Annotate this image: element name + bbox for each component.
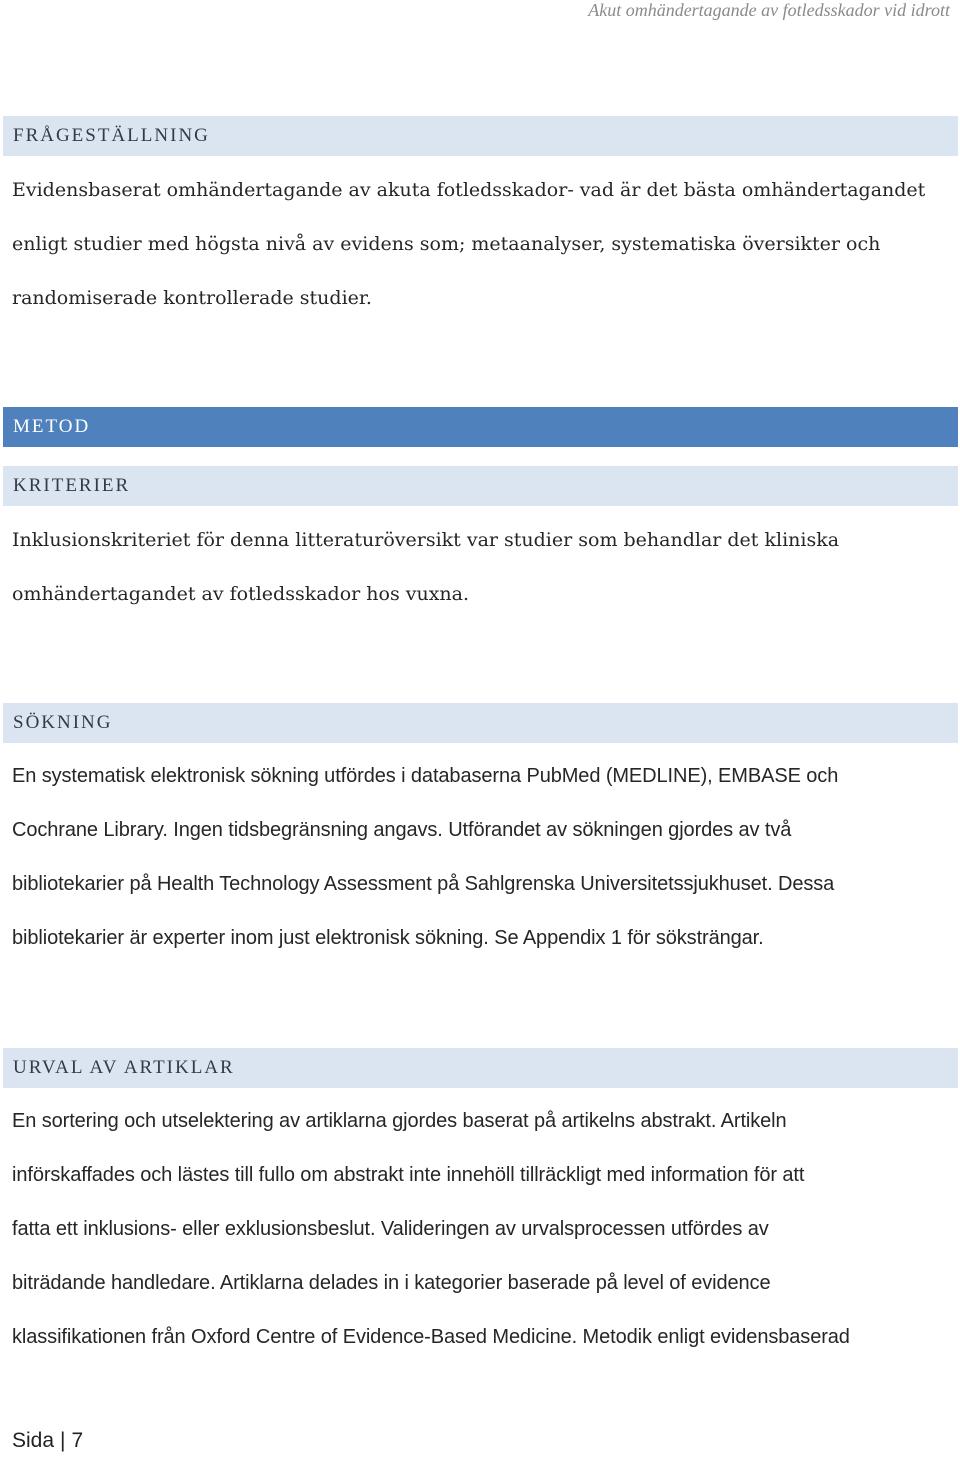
page-number: 7 xyxy=(71,1429,84,1452)
text-line: klassifikationen från Oxford Centre of Evidence-Based Medicine. Metodik enligt evidensbaserad xyxy=(12,1326,850,1348)
section-heading-sokning: SÖKNING xyxy=(3,703,958,743)
paragraph-urval xyxy=(12,1094,850,1364)
text-line: enligt studier med högsta nivå av evidens som; metaanalyser, systematiska översikter och xyxy=(12,233,881,255)
text-line: bibliotekarier är experter inom just elektronisk sökning. Se Appendix 1 för söksträngar. xyxy=(12,927,764,949)
text-line: omhändertagandet av fotledsskador hos vuxna. xyxy=(12,583,470,605)
text-line: fatta ett inklusions- eller exklusionsbeslut. Valideringen av urvalsprocessen utfördes av xyxy=(12,1218,769,1240)
footer-separator: | xyxy=(60,1429,66,1452)
text-line: En sortering och utselektering av artiklarna gjordes baserat på artikelns abstrakt. Artikeln xyxy=(12,1110,787,1132)
section-heading-urval: URVAL AV ARTIKLAR xyxy=(3,1048,958,1088)
text-line: biträdande handledare. Artiklarna delades in i kategorier baserade på level of evidence xyxy=(12,1272,771,1294)
paragraph-fragestallning xyxy=(12,163,925,325)
text-line: En systematisk elektronisk sökning utfördes i databaserna PubMed (MEDLINE), EMBASE och xyxy=(12,765,839,787)
text-line: införskaffades och lästes till fullo om abstrakt inte innehöll tillräckligt med information för att xyxy=(12,1164,805,1186)
text-line: bibliotekarier på Health Technology Assessment på Sahlgrenska Universitetssjukhuset. Dessa xyxy=(12,873,835,895)
text-line: Evidensbaserat omhändertagande av akuta fotledsskador- vad är det bästa omhändertagandet xyxy=(12,179,926,201)
paragraph-sokning xyxy=(12,749,838,965)
text-line: Inklusionskriteriet för denna litteraturöversikt var studier som behandlar det kliniska xyxy=(12,529,840,551)
section-heading-fragestallning: FRÅGESTÄLLNING xyxy=(3,116,958,156)
text-line: randomiserade kontrollerade studier. xyxy=(12,287,372,309)
text-line: Cochrane Library. Ingen tidsbegränsning angavs. Utförandet av sökningen gjordes av två xyxy=(12,819,792,841)
paragraph-kriterier xyxy=(12,513,839,621)
section-heading-kriterier: KRITERIER xyxy=(3,466,958,506)
running-header: Akut omhändertagande av fotledsskador vid idrott xyxy=(588,0,950,20)
page-label: Sida xyxy=(12,1429,55,1452)
section-heading-metod: METOD xyxy=(3,407,958,447)
page-footer xyxy=(12,1429,83,1453)
